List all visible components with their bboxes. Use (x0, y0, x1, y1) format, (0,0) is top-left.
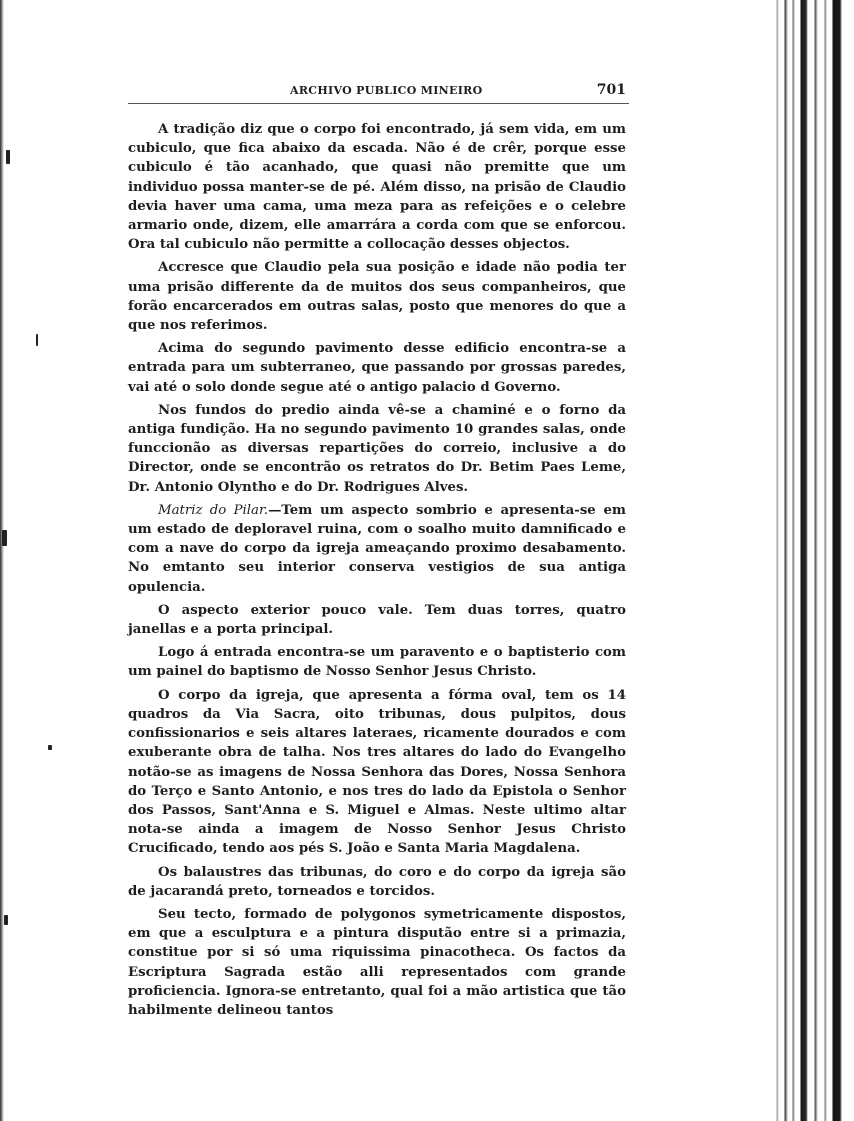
paragraph: Os balaustres das tribunas, do coro e do corpo da igreja são de jacarandá preto, torneados e torcidos. (128, 864, 626, 899)
scan-speck (4, 915, 8, 925)
scan-speck (6, 150, 10, 164)
scan-speck (48, 745, 52, 750)
paragraph: A tradição diz que o corpo foi encontrado, já sem vida, em um cubiculo, que fica abaixo da escada. Não é de crêr, porque esse cubiculo é tão acanhado, que quasi não premitte que um individuo possa manter-se de pé. Além disso, na prisão de Claudio devia haver uma cama, uma meza para as refeições e o celebre armario onde, dizem, elle amarrára a corda com que se enforcou. Ora tal cubiculo não permitte a collocação desses objectos. (128, 122, 626, 253)
header-title: ARCHIVO PUBLICO MINEIRO (290, 84, 483, 97)
page-number: 701 (596, 82, 626, 98)
section-lead: Matriz do Pilar. (158, 502, 269, 518)
scan-left-edge (0, 0, 4, 1121)
paragraph: O aspecto exterior pouco vale. Tem duas torres, quatro janellas e a porta principal. (128, 602, 626, 638)
header-rule (128, 103, 629, 104)
body-text (128, 120, 626, 1024)
running-header (128, 82, 628, 104)
paragraph: O corpo da igreja, que apresenta a fórma oval, tem os 14 quadros da Via Sacra, oito tribunas, dous pulpitos, dous confissionarios e seis altares lateraes, ricamente dourados e com exuberante obra de talha. Nos tres altares do lado do Evangelho notão-se as imagens de Nossa Senhora das Dores, Nossa Senhora do Terço e Santo Antonio, e nos tres do lado da Epistola o Senhor dos Passos, Sant'Anna e S. Miguel e Almas. Neste ultimo altar nota-se ainda a imagem de Nosso Senhor Jesus Christo Crucificado, tendo aos pés S. João e Santa Maria Magdalena. (128, 687, 626, 857)
paragraph: Accresce que Claudio pela sua posição e idade não podia ter uma prisão differente da de muitos dos seus companheiros, que forão encarcerados em outras salas, posto que menores do que a que nos referimos. (128, 260, 626, 334)
book-binding-edge (770, 0, 854, 1121)
scan-speck (36, 334, 38, 346)
paragraph-matriz (128, 501, 626, 597)
paragraph: Logo á entrada encontra-se um paravento e o baptisterio com um painel do baptismo de Nosso Senhor Jesus Christo. (128, 645, 626, 680)
paragraph: Seu tecto, formado de polygonos symetricamente dispostos, em que a esculptura e a pintura disputão entre si a primazia, constitue por si só uma riquissima pinacotheca. Os factos da Escriptura Sagrada estão alli representados com grande proficiencia. Ignora-se entretanto, qual foi a mão artistica que tão habilmente delineou tantos (128, 906, 626, 1018)
paragraph: Acima do segundo pavimento desse edificio encontra-se a entrada para um subterraneo, que passando por grossas paredes, vai até o solo donde segue até o antigo palacio d Governo. (128, 341, 626, 395)
section-text: —Tem um aspecto sombrio e apresenta-se em um estado de deploravel ruina, com o soalho muito damnificado e com a nave do corpo da igreja ameaçando proximo desabamento. No emtanto seu interior conserva vestigios de sua antiga opulencia. (128, 502, 626, 595)
scan-speck (2, 530, 7, 546)
paragraph: Nos fundos do predio ainda vê-se a chaminé e o forno da antiga fundição. Ha no segundo pavimento 10 grandes salas, onde funccionão as diversas repartições do correio, inclusive a do Director, onde se encontrão os retratos do Dr. Betim Paes Leme, Dr. Antonio Olyntho e do Dr. Rodrigues Alves. (128, 402, 626, 495)
